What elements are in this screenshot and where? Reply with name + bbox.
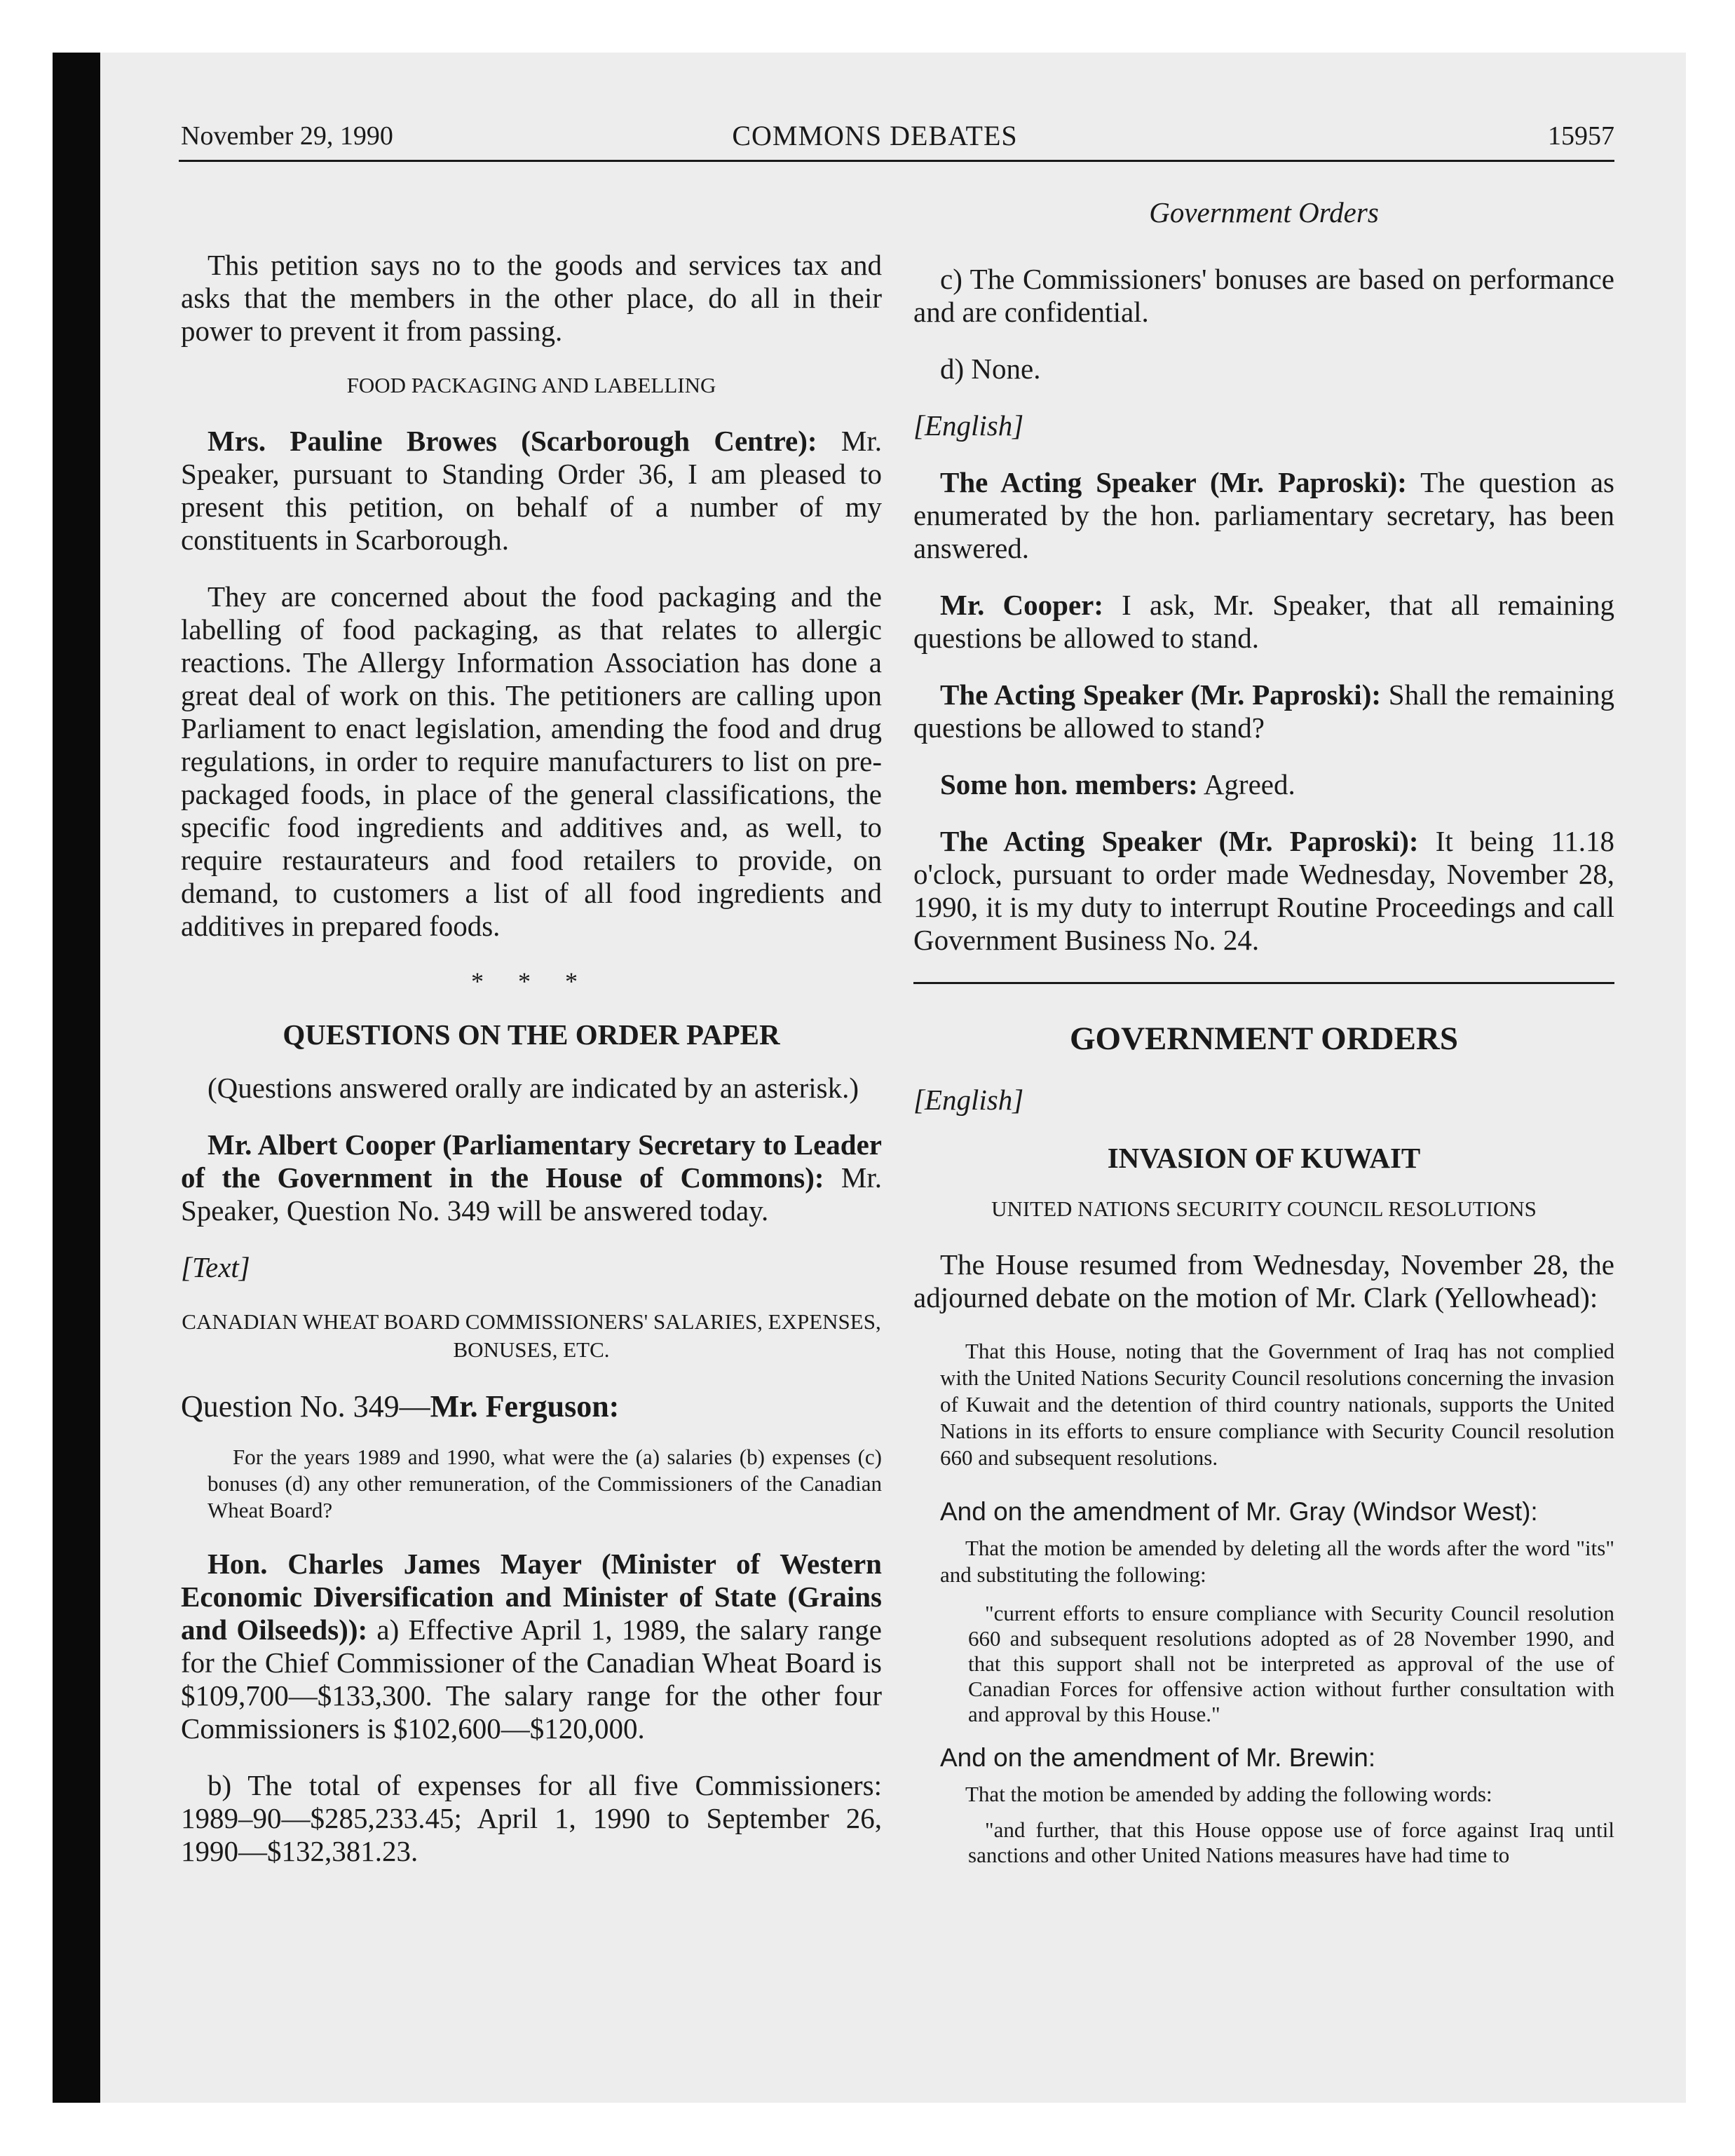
paragraph <box>913 589 1614 655</box>
speech-text: Shall the remaining questions be allowed to stand? <box>913 678 1614 744</box>
paragraph <box>913 678 1614 744</box>
binding-edge <box>53 53 100 2103</box>
section-label: Government Orders <box>1149 196 1379 228</box>
language-tag: [English] <box>913 409 1024 442</box>
question-member: Mr. Ferguson: <box>430 1389 620 1424</box>
speech-text: a) Effective April 1, 1989, the salary range for the Chief Commissioner of the Canadian Wheat Board is $109,700—$133,300. The salary range for the other four Commissioners is $102,600—$120,000. <box>181 1613 882 1745</box>
section-separator: * * * <box>471 967 592 995</box>
paragraph <box>181 425 882 557</box>
speaker-name: The Acting Speaker (Mr. Paproski): <box>940 825 1419 857</box>
paragraph: d) None. <box>940 353 1041 385</box>
paragraph: They are concerned about the food packaging and the labelling of food packaging, as that relates to allergic reactions. The Allergy Information Association has done a great deal of work on this. The petitioners are calling upon Parliament to enact legislation, amending the food and drug regulations, in order to require manufacturers to list on pre-packaged foods, in place of the general classifications, the specific food ingredients and additives and, as well, to require restaurateurs and food retailers to provide, on demand, to customers a list of all food ingredients and additives in prepared foods. <box>181 580 882 942</box>
amendment-quote: "and further, that this House oppose use of force against Iraq until sanctions and other United Nations measures have had time to <box>968 1817 1614 1867</box>
paragraph <box>181 1548 882 1745</box>
speaker-name: Hon. Charles James Mayer (Minister of Western Economic Diversification and Minister of State (Grains and Oilseeds)): <box>181 1548 882 1646</box>
speaker-name: Mr. Albert Cooper (Parliamentary Secretary to Leader of the Government in the House of Commons): <box>181 1128 882 1194</box>
paragraph <box>913 768 1614 801</box>
question-title <box>181 1389 882 1424</box>
right-column <box>913 196 1614 1882</box>
section-divider <box>913 982 1614 984</box>
paragraph <box>913 825 1614 957</box>
speech-text: Agreed. <box>1197 768 1295 800</box>
header-rule <box>179 160 1614 162</box>
language-tag: [Text] <box>181 1251 250 1283</box>
heading-food-packaging: FOOD PACKAGING AND LABELLING <box>346 373 716 397</box>
paragraph <box>181 1128 882 1227</box>
left-column <box>181 249 882 1892</box>
header-date: November 29, 1990 <box>181 121 393 151</box>
amendment-intro: And on the amendment of Mr. Brewin: <box>940 1743 1376 1772</box>
amendment-text: That the motion be amended by deleting all the words after the word "its" and substituting the following: <box>940 1536 1614 1587</box>
heading-government-orders: GOVERNMENT ORDERS <box>1069 1021 1459 1057</box>
speech-text: Mr. Speaker, pursuant to Standing Order 36, I am pleased to present this petition, on behalf of a number of my constituents in Scarborough. <box>181 425 882 556</box>
language-tag: [English] <box>913 1084 1024 1116</box>
paragraph: The House resumed from Wednesday, November 28, the adjourned debate on the motion of Mr. Clark (Yellowhead): <box>913 1248 1614 1314</box>
amendment-intro: And on the amendment of Mr. Gray (Windsor West): <box>940 1497 1538 1526</box>
page-number: 15957 <box>1548 121 1614 151</box>
paragraph: This petition says no to the goods and services tax and asks that the members in the other place, do all in their power to prevent it from passing. <box>181 249 882 347</box>
paragraph <box>913 466 1614 565</box>
paragraph: (Questions answered orally are indicated by an asterisk.) <box>207 1072 859 1104</box>
amendment-quote: "current efforts to ensure compliance with Security Council resolution 660 and subsequent resolutions adopted as of 28 November 1990, and that this support shall not be interpreted as approval of the use of Canadian Forces for offensive action without further consultation with and approval by this House." <box>968 1601 1614 1726</box>
paragraph: c) The Commissioners' bonuses are based on performance and are confidential. <box>913 263 1614 328</box>
speech-text: The question as enumerated by the hon. parliamentary secretary, has been answered. <box>913 466 1614 564</box>
heading-un-resolutions: UNITED NATIONS SECURITY COUNCIL RESOLUTIONS <box>991 1196 1537 1221</box>
paragraph: b) The total of expenses for all five Commissioners: 1989–90—$285,233.45; April 1, 1990 to September 26, 1990—$132,381.23. <box>181 1769 882 1867</box>
speaker-name: Some hon. members: <box>940 768 1198 800</box>
heading-wheat-board: CANADIAN WHEAT BOARD COMMISSIONERS' SALARIES, EXPENSES, BONUSES, ETC. <box>182 1309 881 1362</box>
speech-text: I ask, Mr. Speaker, that all remaining questions be allowed to stand. <box>913 589 1615 654</box>
speech-text: Mr. Speaker, Question No. 349 will be answered today. <box>181 1161 882 1227</box>
question-label: Question No. 349— <box>181 1389 430 1424</box>
speaker-name: Mrs. Pauline Browes (Scarborough Centre): <box>207 425 817 457</box>
heading-invasion: INVASION OF KUWAIT <box>1107 1142 1421 1174</box>
heading-questions: QUESTIONS ON THE ORDER PAPER <box>283 1018 780 1051</box>
speech-text: It being 11.18 o'clock, pursuant to order made Wednesday, November 28, 1990, it is my duty to interrupt Routine Proceedings and call Government Business No. 24. <box>913 825 1614 956</box>
speaker-name: The Acting Speaker (Mr. Paproski): <box>940 466 1407 498</box>
amendment-text: That the motion be amended by adding the following words: <box>965 1782 1492 1806</box>
header-title: COMMONS DEBATES <box>732 120 1018 151</box>
motion-text: That this House, noting that the Government of Iraq has not complied with the United Nations Security Council resolutions concerning the invasion of Kuwait and the detention of third country nationals, supports the United Nations in its efforts to ensure compliance with Security Council resolution 660 and subsequent resolutions. <box>940 1339 1614 1470</box>
speaker-name: The Acting Speaker (Mr. Paproski): <box>940 678 1381 711</box>
speaker-name: Mr. Cooper: <box>940 589 1103 621</box>
question-text: For the years 1989 and 1990, what were the (a) salaries (b) expenses (c) bonuses (d) any other remuneration, of the Commissioners of the Canadian Wheat Board? <box>207 1445 882 1522</box>
